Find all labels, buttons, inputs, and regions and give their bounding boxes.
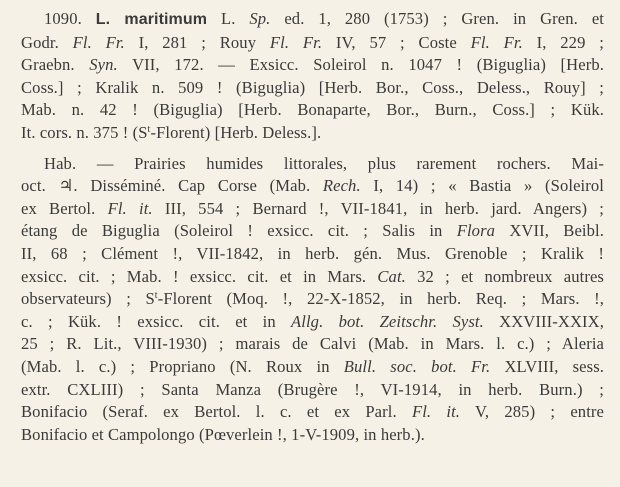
habitat-line-6: exsicc. cit. ; Mab. ! exsicc. cit. et in Mars. Cat. 32 ; et nombreux autres: [21, 266, 604, 286]
habitat-line-1: Hab. — Prairies humides littorales, plus rarement rochers. Mai-: [44, 153, 604, 173]
entry-line-4: Coss.] ; Kralik n. 509 ! (Biguglia) [Herb. Bor., Coss., Deless., Rouy] ;: [21, 77, 604, 97]
entry-paragraph: [21, 8, 604, 145]
entry-line-3: Graebn. Syn. VII, 172. — Exsicc. Soleirol n. 1047 ! (Biguglia) [Herb.: [21, 55, 604, 75]
entry-line-2: Godr. Fl. Fr. I, 281 ; Rouy Fl. Fr. IV, 57 ; Coste Fl. Fr. I, 229 ;: [21, 32, 604, 52]
entry-line-5: Mab. n. 42 ! (Biguglia) [Herb. Bonaparte, Bor., Burn., Coss.] ; Kük.: [21, 100, 604, 120]
taxon-name: L. maritimum: [95, 11, 208, 28]
entry-line-6: It. cors. n. 375 ! $(S^t-Florent)$ [Herb. Deless.].: [21, 122, 322, 142]
habitat-line-2: oct. ♃. Disséminé. Cap Corse (Mab. Rech. I, 14) ; « Bastia » (Soleirol: [21, 176, 604, 196]
habitat-paragraph: [21, 153, 604, 447]
habitat-line-12: Bonifacio (Seraf. ex Bertol. l. c. et ex Parl. Fl. it. V, 285) ; entre: [21, 402, 604, 422]
habitat-line-7: observateurs) ; $S^t$-Florent (Moq. !, 22-X-1852, in herb. Req. ; Mars. !,: [21, 289, 604, 309]
habitat-line-8: c. ; Kük. ! exsicc. cit. et in Allg. bot. Zeitschr. Syst. XXVIII-XXIX,: [21, 311, 604, 331]
entry-number: 1090.: [44, 9, 82, 28]
habitat-line-11: extr. CXLIII) ; Santa Manza (Brugère !, VI-1914, in herb. Burn.) ;: [21, 379, 604, 399]
entry-line-1: 1090. L. maritimum L. Sp. ed. 1, 280 (1753) ; Gren. in Gren. et: [44, 9, 604, 28]
habitat-line-3: ex Bertol. Fl. it. III, 554 ; Bernard !, VII-1841, in herb. jard. Angers) ;: [21, 198, 604, 218]
habitat-line-10: (Mab. l. c.) ; Propriano (N. Roux in Bull. soc. bot. Fr. XLVIII, sess.: [21, 356, 605, 376]
habitat-line-4: étang de Biguglia (Soleirol ! exsicc. cit. ; Salis in Flora XVII, Beibl.: [21, 221, 604, 241]
habitat-line-5: II, 68 ; Clément !, VII-1842, in herb. gén. Mus. Grenoble ; Kralik !: [21, 243, 604, 263]
habitat-line-13: Bonifacio et Campolongo (Pœverlein !, 1-V-1909, in herb.).: [21, 424, 425, 444]
habitat-line-9: 25 ; R. Lit., VIII-1930) ; marais de Calvi (Mab. in Mars. l. c.) ; Aleria: [21, 334, 604, 354]
